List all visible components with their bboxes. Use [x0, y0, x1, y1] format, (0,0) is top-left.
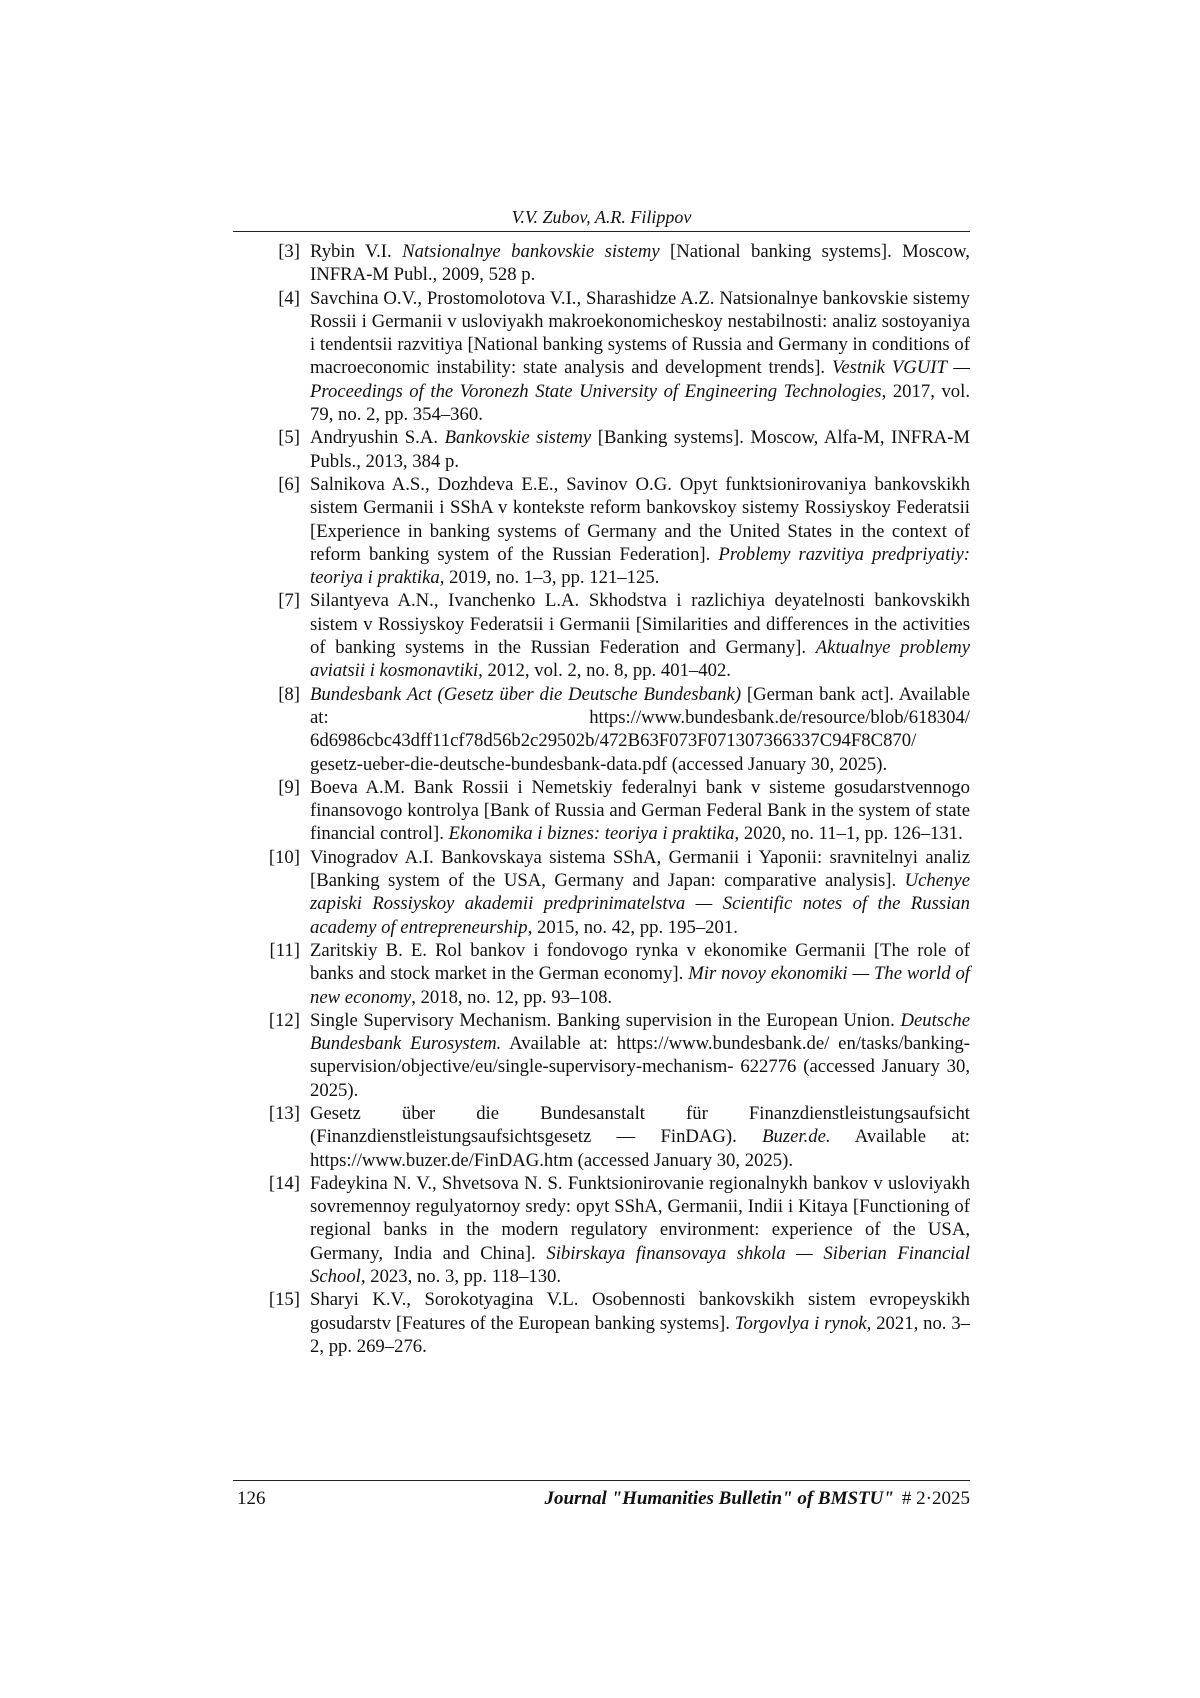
reference-number: [4] [278, 287, 300, 309]
reference-segment: Silantyeva A.N., Ivanchenko L.A. Skhodstva i razlichiya deyatelnosti bankovskikh sistem v Rossiyskoy Federatsii i Germanii [Similarities and differences in the activities of banking systems in the Russian Federation and Germany]. [310, 590, 970, 659]
reference-segment: , 2019, no. 1–3, pp. 121–125. [439, 567, 660, 589]
reference-number: [6] [278, 473, 300, 495]
reference-text [310, 287, 970, 427]
reference-segment: 2021, no. 3–2, pp. 269–276. [310, 1312, 971, 1357]
reference-segment: 2023, no. 3, pp. 118–130. [365, 1266, 562, 1288]
reference-segment: Sharyi K.V., Sorokotyagina V.L. Osobennosti bankovskikh sistem evropeyskikh gosudarstv [Features of the European banking systems]. [310, 1289, 970, 1334]
reference-item [233, 1102, 970, 1172]
reference-segment: Fadeykina N. V., Shvetsova N. S. Funktsionirovanie regionalnykh bankov v usloviyakh sovremennoy regulyatornoy sredy: opyt SShA, Germanii, Indii i Kitaya [Functioning of regional banks in the modern regulatory environment: experience of the USA, Germany, India and China]. [310, 1172, 970, 1264]
reference-number: [14] [268, 1172, 300, 1194]
reference-text [310, 240, 970, 287]
reference-source-title: Bankovskie sistemy [444, 427, 592, 449]
reference-item [233, 776, 970, 846]
reference-number: [15] [268, 1289, 300, 1311]
reference-number: [12] [268, 1009, 300, 1031]
reference-source-title: Ekonomika i biznes: teoriya i praktika [448, 823, 735, 845]
reference-number: [7] [278, 590, 300, 612]
reference-text [310, 473, 970, 589]
reference-item [233, 846, 970, 939]
reference-segment: Zaritskiy B. E. Rol bankov i fondovogo rynka v ekonomike Germanii [The role of banks and stock market in the German economy]. [310, 939, 970, 985]
journal-info [544, 1487, 970, 1511]
reference-item [233, 287, 970, 427]
reference-source-title: Vestnik VGUIT — Proceedings of the Voronezh State University of Engineering Technologies [310, 357, 971, 402]
reference-item [233, 1009, 970, 1102]
reference-text [310, 1102, 970, 1172]
running-header: V.V. Zubov, A.R. Filippov [511, 207, 692, 227]
reference-segment: [Banking systems]. Moscow, Alfa-M, INFRA-M Publs., 2013, 384 p. [310, 427, 971, 472]
reference-text [310, 683, 970, 776]
reference-item [233, 473, 970, 589]
reference-segment: Vinogradov A.I. Bankovskaya sistema SShA, Germanii i Yaponii: sravnitelnyi analiz [Banking system of the USA, Germany and Japan: comparative analysis]. [310, 846, 970, 892]
journal-title: Journal "Humanities Bulletin" of BMSTU" [544, 1488, 894, 1509]
reference-number: [9] [278, 776, 300, 798]
reference-text [310, 1009, 970, 1102]
header-divider [233, 231, 970, 232]
reference-segment: [German bank act]. Available at: https://www.bundesbank.de/resource/blob/618304/ 6d6986cbc43dff11cf78d56b2c29502b/472B63F073F071307366337C94F8C870/ gesetz-ueber-die-deutsche-bundesbank-data.pdf (accessed January 30, 2025). [310, 683, 971, 775]
reference-text [310, 1172, 970, 1288]
reference-number: [8] [278, 683, 300, 705]
reference-segment: , 2020, no. 11–1, pp. 126–131. [734, 823, 963, 845]
reference-text [310, 846, 970, 939]
reference-source-title: Buzer.de. [762, 1126, 831, 1148]
reference-segment: Rybin V.I. [310, 241, 403, 262]
reference-source-title: Uchenye zapiski Rossiyskoy akademii predprinimatelstva — Scientific notes of the Russian academy of entrepreneurship [310, 870, 970, 938]
reference-segment: Boeva A.M. Bank Rossii i Nemetskiy federalnyi bank v sisteme gosudarstvennogo finansovogo kontrolya [Bank of Russia and German Federal Bank in the system of state financial control]. [310, 776, 970, 845]
reference-source-title: Sibirskaya finansovaya shkola — Siberian Financial School, [310, 1242, 971, 1288]
reference-source-title: Natsionalnye bankovskie sistemy [402, 241, 660, 262]
reference-item [233, 426, 970, 473]
page-number: 126 [237, 1488, 266, 1509]
reference-segment: Andryushin S.A. [310, 427, 445, 449]
reference-source-title: Aktualnye problemy aviatsii i kosmonavtiki, [310, 637, 970, 682]
reference-item [233, 1172, 970, 1288]
reference-item [233, 589, 970, 682]
reference-segment: 2012, vol. 2, no. 8, pp. 401–402. [482, 660, 731, 682]
reference-segment: , 2015, no. 42, pp. 195–201. [527, 916, 738, 938]
reference-segment: Salnikova A.S., Dozhdeva E.E., Savinov O.G. Opyt funktsionirovaniya bankovskikh sistem Germanii i SShA v kontekste reform bankovskoy sistemy Rossiyskoy Federatsii [Experience in banking systems of Germany and the United States in the context of reform banking system of the Russian Federation]. [310, 473, 970, 565]
page-footer [233, 1487, 970, 1513]
reference-item [233, 683, 970, 776]
reference-source-title: Mir novoy ekonomiki — The world of new economy [310, 963, 971, 1008]
reference-source-title: Bundesbank Act (Gesetz über die Deutsche Bundesbank) [310, 683, 742, 705]
reference-number: [3] [278, 241, 300, 262]
footer-divider [233, 1480, 970, 1481]
reference-segment: Available at: https://www.buzer.de/FinDAG.htm (accessed January 30, 2025). [310, 1126, 970, 1171]
reference-segment: Available at: https://www.bundesbank.de/ en/tasks/banking-supervision/objective/eu/single-supervisory-mechanism- 622776 (accessed January 30, 2025). [310, 1033, 970, 1101]
reference-number: [13] [268, 1102, 300, 1124]
issue-number: # 2·2025 [901, 1488, 970, 1509]
reference-segment: Gesetz über die Bundesanstalt für Finanzdienstleistungsaufsicht (Finanzdienstleistungsaufsichtsgesetz — FinDAG). [310, 1102, 970, 1148]
reference-item [233, 240, 970, 287]
reference-segment: , 2018, no. 12, pp. 93–108. [411, 986, 613, 1008]
reference-source-title: Deutsche Bundesbank Eurosystem. [310, 1009, 970, 1055]
reference-list [233, 240, 970, 1358]
reference-source-title: Torgovlya i rynok, [734, 1312, 872, 1334]
reference-item [233, 1288, 970, 1358]
reference-text [310, 776, 970, 846]
reference-segment: Single Supervisory Mechanism. Banking supervision in the European Union. [310, 1009, 901, 1031]
reference-segment: , 2017, vol. 79, no. 2, pp. 354–360. [310, 380, 970, 426]
reference-item [233, 939, 970, 1009]
reference-text [310, 426, 970, 473]
reference-number: [11] [269, 939, 300, 961]
reference-segment: Savchina O.V., Prostomolotova V.I., Sharashidze A.Z. Natsionalnye bankovskie sistemy Rossii i Germanii v usloviyakh makroekonomicheskoy nestabilnosti: analiz sostoyaniya i tendentsii razvitiya [National banking systems of Russia and Germany in conditions of macroeconomic instability: state analysis and development trends]. [310, 287, 970, 379]
reference-text [310, 589, 970, 682]
reference-source-title: Problemy razvitiya predpriyatiy: teoriya i praktika [310, 543, 970, 589]
reference-segment: [National banking systems]. Moscow, INFRA-M Publ., 2009, 528 p. [310, 241, 970, 286]
reference-text [310, 939, 970, 1009]
reference-number: [10] [268, 846, 300, 868]
reference-text [310, 1288, 970, 1358]
reference-number: [5] [278, 427, 300, 449]
